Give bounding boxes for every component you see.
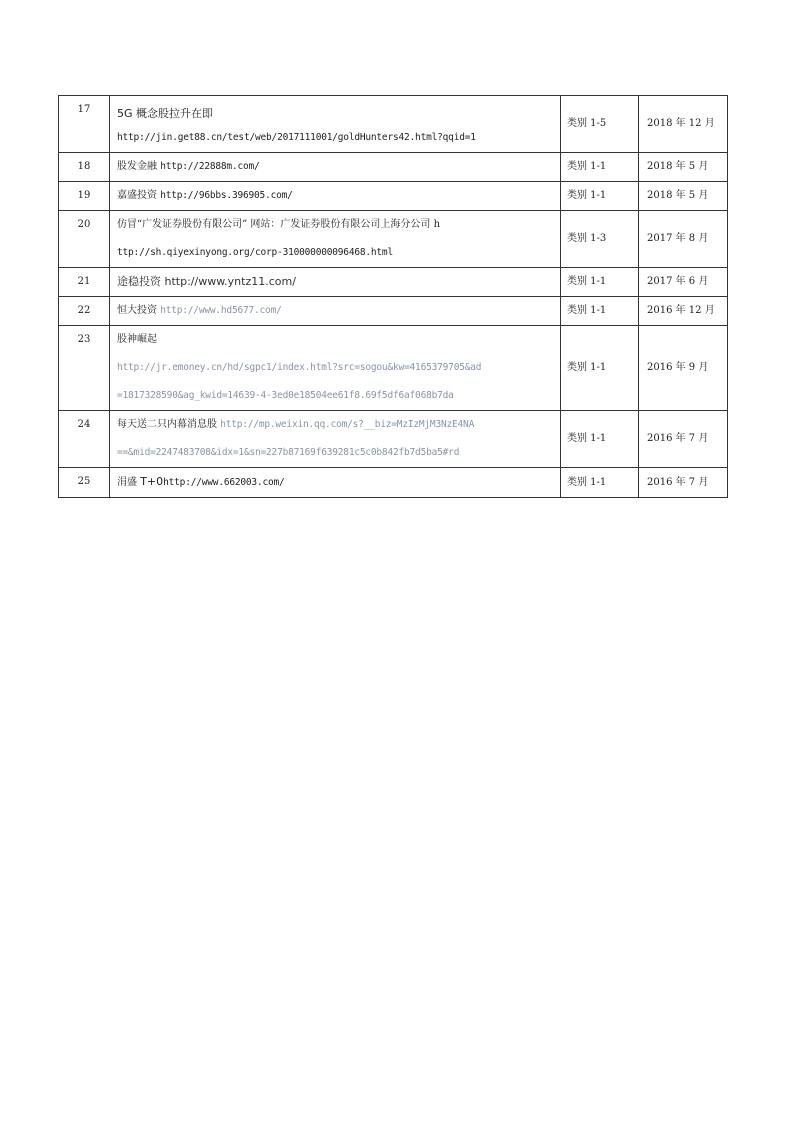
description-text: 恒大投资 xyxy=(117,305,161,316)
url-text: http://22888m.com/ xyxy=(160,161,260,172)
row-category: 类别 1-3 xyxy=(561,211,639,268)
row-number: 23 xyxy=(59,326,110,411)
row-date: 2016 年 9 月 xyxy=(639,326,728,411)
row-number: 18 xyxy=(59,153,110,182)
description-text: 每天送二只内幕消息股 xyxy=(117,419,221,430)
table-row xyxy=(59,326,728,411)
row-description xyxy=(110,211,561,268)
description-text: 涓盛 xyxy=(117,477,141,488)
row-number: 25 xyxy=(59,468,110,498)
ticker-text: T+0 xyxy=(140,475,164,488)
description-line: ==&mid=2247483708&idx=1&sn=227b87169f639281c5c0b842fb7d5ba5#rd xyxy=(117,447,460,458)
url-text: http://www.662003.com/ xyxy=(163,477,285,488)
row-description xyxy=(110,468,561,498)
records-table-body xyxy=(59,96,728,498)
row-category: 类别 1-1 xyxy=(561,468,639,498)
row-number: 22 xyxy=(59,297,110,326)
row-date: 2017 年 8 月 xyxy=(639,211,728,268)
row-date: 2017 年 6 月 xyxy=(639,268,728,297)
description-text: 股发金融 xyxy=(117,161,161,172)
url-text: http://mp.weixin.qq.com/s?__biz=MzIzMjM3NzE4NA xyxy=(220,419,475,430)
description-line xyxy=(117,153,556,181)
row-number: 20 xyxy=(59,211,110,268)
row-date: 2018 年 12 月 xyxy=(639,96,728,153)
description-text: 嘉盛投资 xyxy=(117,190,161,201)
table-row xyxy=(59,411,728,468)
description-line xyxy=(117,297,556,325)
table-row xyxy=(59,211,728,268)
row-category: 类别 1-1 xyxy=(561,411,639,468)
table-row xyxy=(59,468,728,498)
description-line xyxy=(117,411,556,439)
row-description xyxy=(110,268,561,297)
table-row xyxy=(59,153,728,182)
row-number: 24 xyxy=(59,411,110,468)
description-line: =1817328590&ag_kwid=14639-4-3ed0e18504ee61f8.69f5df6af068b7da xyxy=(117,390,454,401)
row-description xyxy=(110,326,561,411)
row-date: 2016 年 12 月 xyxy=(639,297,728,326)
description-line: http://jr.emoney.cn/hd/sgpc1/index.html?src=sogou&kw=4165379705&ad xyxy=(117,362,482,373)
table-row xyxy=(59,96,728,153)
row-description xyxy=(110,96,561,153)
table-row xyxy=(59,182,728,211)
description-line: http://jin.get88.cn/test/web/2017111001/goldHunters42.html?qqid=1 xyxy=(117,132,476,143)
url-text: http://96bbs.396905.com/ xyxy=(160,190,293,201)
description-line: 途稳投资 http://www.yntz11.com/ xyxy=(117,275,296,288)
row-date: 2016 年 7 月 xyxy=(639,468,728,498)
row-description xyxy=(110,153,561,182)
table-row xyxy=(59,297,728,326)
row-category: 类别 1-1 xyxy=(561,326,639,411)
table-row xyxy=(59,268,728,297)
row-number: 17 xyxy=(59,96,110,153)
row-category: 类别 1-1 xyxy=(561,153,639,182)
row-description xyxy=(110,182,561,211)
url-text: http://www.hd5677.com/ xyxy=(160,305,282,316)
description-line: 5G 概念股拉升在即 xyxy=(117,107,214,120)
row-category: 类别 1-5 xyxy=(561,96,639,153)
row-date: 2018 年 5 月 xyxy=(639,182,728,211)
row-description xyxy=(110,411,561,468)
row-description xyxy=(110,297,561,326)
row-category: 类别 1-1 xyxy=(561,268,639,297)
row-number: 19 xyxy=(59,182,110,211)
records-table xyxy=(58,95,728,498)
description-line xyxy=(117,182,556,210)
row-number: 21 xyxy=(59,268,110,297)
description-line: 仿冒“广发证券股份有限公司” 网站：广发证券股份有限公司上海分公司 h xyxy=(117,219,441,230)
row-category: 类别 1-1 xyxy=(561,297,639,326)
description-line: ttp://sh.qiyexinyong.org/corp-310000000096468.html xyxy=(117,247,393,258)
row-date: 2018 年 5 月 xyxy=(639,153,728,182)
description-line: 股神崛起 xyxy=(117,334,157,345)
row-date: 2016 年 7 月 xyxy=(639,411,728,468)
row-category: 类别 1-1 xyxy=(561,182,639,211)
description-line xyxy=(117,468,556,497)
